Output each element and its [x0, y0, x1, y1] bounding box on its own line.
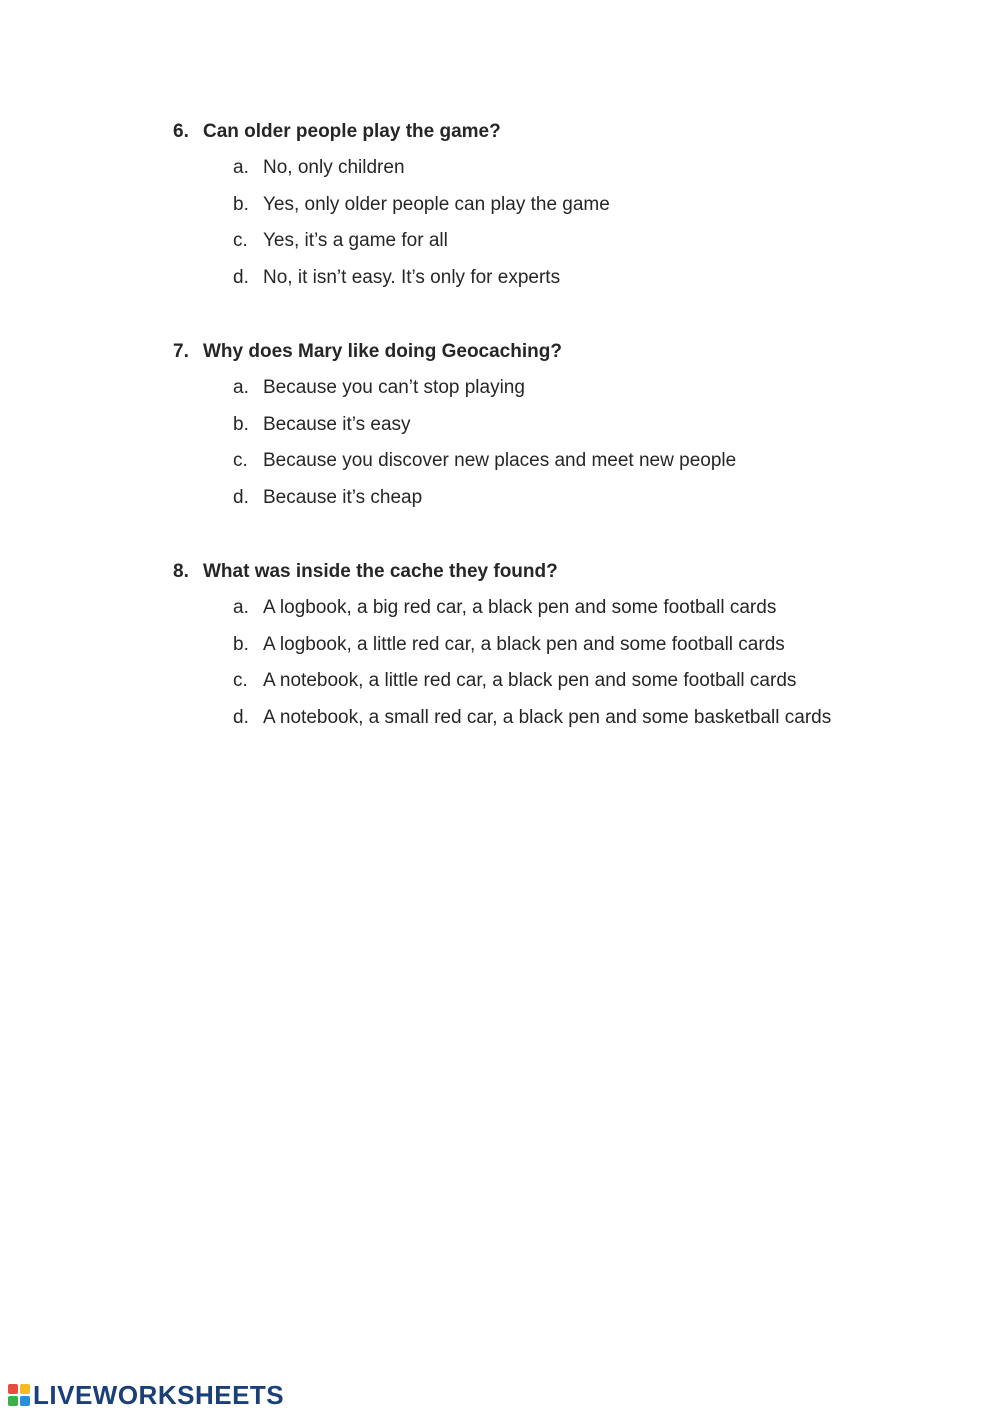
- answer-option-a[interactable]: [233, 595, 831, 632]
- option-letter: a.: [233, 377, 249, 398]
- option-letter: b.: [233, 193, 249, 215]
- question-number: 8.: [173, 561, 189, 582]
- option-letter: b.: [233, 413, 249, 435]
- question-text: Why does Mary like doing Geocaching?: [203, 341, 562, 362]
- question-number: 6.: [173, 121, 189, 142]
- option-letter: c.: [233, 670, 248, 692]
- question-number: 7.: [173, 341, 189, 362]
- option-text: Yes, only older people can play the game: [263, 193, 610, 215]
- option-text: Because you can’t stop playing: [263, 377, 525, 398]
- option-text: A logbook, a little red car, a black pen and some football cards: [263, 633, 785, 655]
- answer-option-c[interactable]: [233, 228, 610, 265]
- answer-option-a[interactable]: [233, 375, 736, 412]
- question-text: What was inside the cache they found?: [203, 561, 558, 582]
- logo-text: LIVEWORKSHEETS: [33, 1380, 285, 1410]
- option-text: No, only children: [263, 157, 405, 178]
- option-letter: c.: [233, 450, 248, 472]
- question-heading: [173, 559, 831, 585]
- option-letter: b.: [233, 633, 249, 655]
- answer-option-d[interactable]: [233, 485, 736, 522]
- answer-option-d[interactable]: [233, 705, 831, 742]
- answer-option-d[interactable]: [233, 265, 610, 302]
- option-text: Because it’s cheap: [263, 487, 423, 509]
- option-text: A notebook, a small red car, a black pen and some basketball cards: [263, 707, 832, 729]
- question-text: Can older people play the game?: [203, 121, 501, 142]
- option-letter: d.: [233, 487, 249, 509]
- logo-block: [20, 1384, 30, 1394]
- logo-block: [8, 1384, 18, 1394]
- question-6: [173, 119, 610, 302]
- option-text: A logbook, a big red car, a black pen and some football cards: [263, 597, 777, 618]
- answer-option-a[interactable]: [233, 155, 610, 192]
- answer-options: [173, 155, 610, 302]
- logo-block: [20, 1396, 30, 1406]
- option-letter: d.: [233, 267, 249, 289]
- answer-options: [173, 595, 831, 742]
- option-letter: c.: [233, 230, 248, 252]
- answer-option-b[interactable]: [233, 632, 831, 669]
- option-text: Because you discover new places and meet new people: [263, 450, 737, 472]
- answer-options: [173, 375, 736, 522]
- liveworksheets-logo[interactable]: [8, 1381, 284, 1409]
- logo-block: [8, 1396, 18, 1406]
- option-letter: a.: [233, 157, 249, 178]
- option-text: No, it isn’t easy. It’s only for experts: [263, 267, 561, 289]
- option-text: Because it’s easy: [263, 413, 411, 435]
- option-letter: a.: [233, 597, 249, 618]
- question-heading: [173, 339, 736, 365]
- option-text: Yes, it’s a game for all: [263, 230, 448, 252]
- option-text: A notebook, a little red car, a black pen and some football cards: [263, 670, 797, 692]
- question-heading: [173, 119, 610, 145]
- answer-option-c[interactable]: [233, 448, 736, 485]
- question-8: [173, 559, 831, 742]
- option-letter: d.: [233, 707, 249, 729]
- logo-blocks-icon: [8, 1384, 30, 1406]
- answer-option-b[interactable]: [233, 412, 736, 449]
- answer-option-c[interactable]: [233, 668, 831, 705]
- answer-option-b[interactable]: [233, 192, 610, 229]
- question-7: [173, 339, 736, 522]
